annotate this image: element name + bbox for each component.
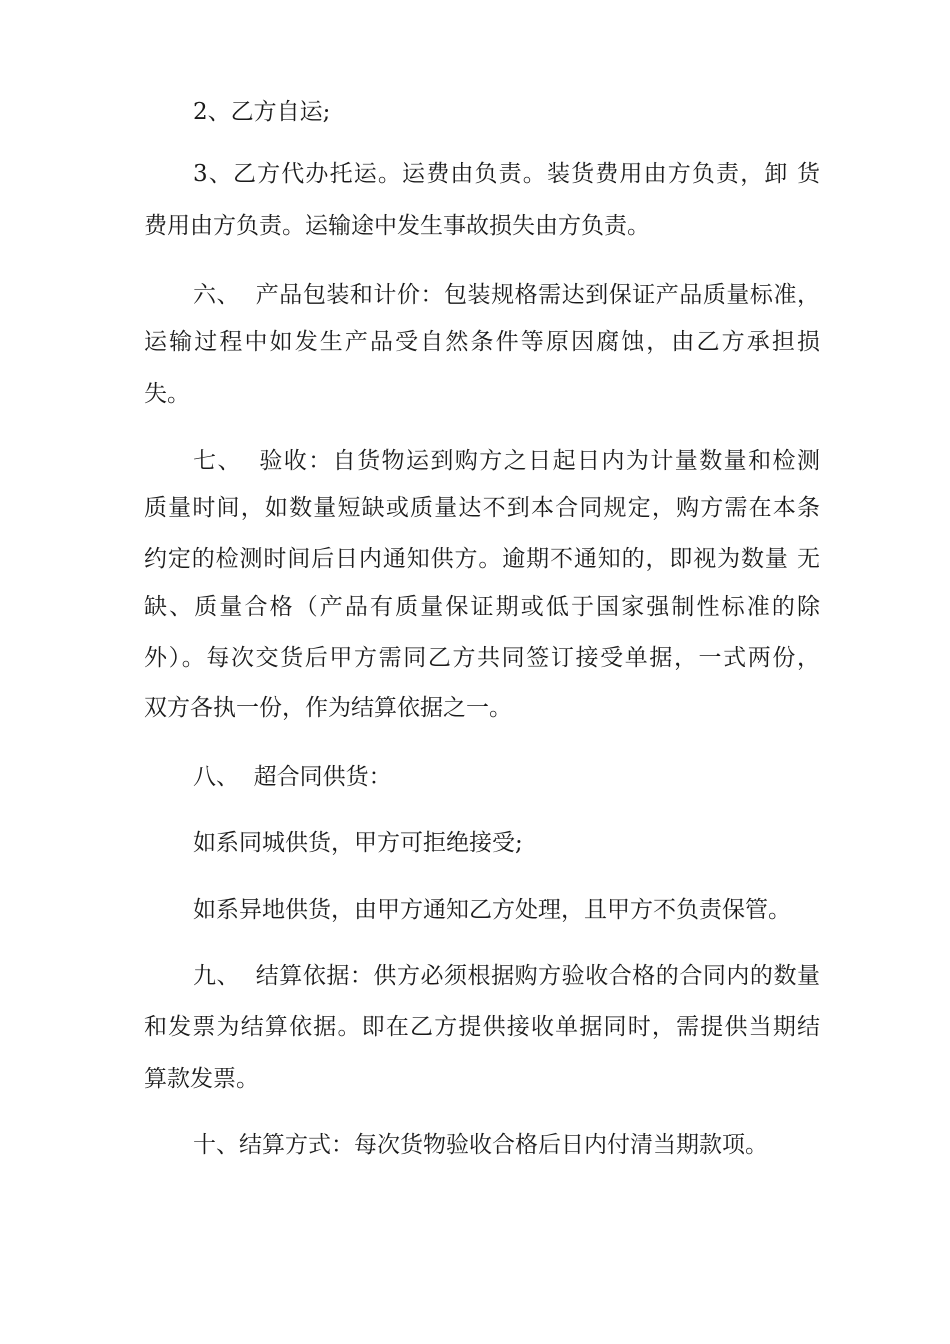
clause-5-item-3-line-2: 费用由方负责。运输途中发生事故损失由方负责。 — [144, 213, 650, 239]
clause-7-line-6: 双方各执一份，作为结算依据之一。 — [144, 695, 512, 721]
clause-7-line-5: 外）。每次交货后甲方需同乙方共同签订接受单据，一式两份， — [144, 645, 820, 671]
clause-8-item-other-city: 如系异地供货，由甲方通知乙方处理，且甲方不负责保管。 — [193, 897, 791, 923]
clause-9-line-3: 算款发票。 — [144, 1066, 259, 1092]
clause-6-line-1: 六、 产品包装和计价：包装规格需达到保证产品质量标准， — [193, 282, 820, 308]
clause-10-line-1: 十、结算方式：每次货物验收合格后日内付清当期款项。 — [193, 1132, 768, 1158]
clause-8-item-same-city: 如系同城供货，甲方可拒绝接受; — [193, 830, 523, 856]
clause-7-line-3: 约定的检测时间后日内通知供方。逾期不通知的，即视为数量 无 — [144, 546, 820, 572]
clause-7-line-4: 缺、质量合格（产品有质量保证期或低于国家强制性标准的除 — [144, 594, 820, 620]
clause-9-line-1: 九、 结算依据：供方必须根据购方验收合格的合同内的数量 — [193, 963, 820, 989]
clause-8-heading: 八、 超合同供货： — [193, 764, 392, 790]
clause-6-line-3: 失。 — [144, 381, 190, 407]
clause-6-line-2: 运输过程中如发生产品受自然条件等原因腐蚀，由乙方承担损 — [144, 329, 820, 355]
clause-7-line-1: 七、 验收：自货物运到购方之日起日内为计量数量和检测 — [193, 448, 820, 474]
clause-5-item-3-line-1: 3、乙方代办托运。运费由负责。装货费用由方负责，卸 货 — [193, 161, 820, 187]
clause-7-line-2: 质量时间，如数量短缺或质量达不到本合同规定，购方需在本条 — [144, 495, 820, 521]
clause-5-item-2-line-1: 2、乙方自运; — [193, 99, 331, 125]
clause-9-line-2: 和发票为结算依据。即在乙方提供接收单据同时，需提供当期结 — [144, 1014, 820, 1040]
